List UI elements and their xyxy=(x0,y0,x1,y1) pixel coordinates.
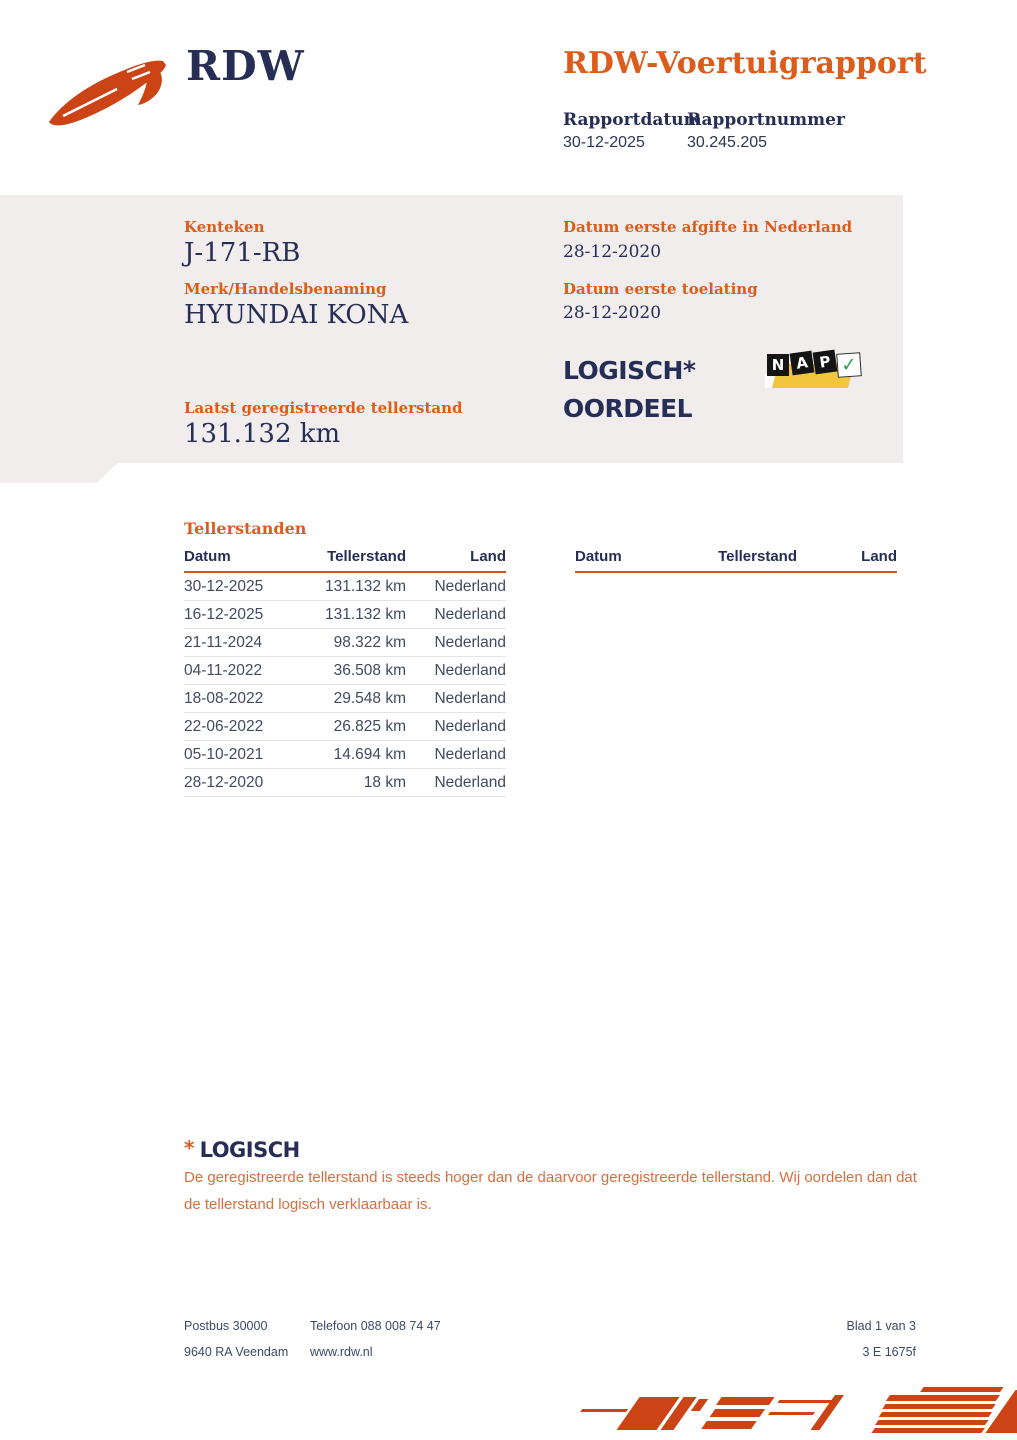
cell-land: Nederland xyxy=(434,661,506,679)
table-row xyxy=(184,741,506,769)
cell-tellerstand: 18 km xyxy=(363,773,406,791)
footer-phone: Telefoon 088 008 74 47 xyxy=(310,1319,441,1333)
cell-land: Nederland xyxy=(434,689,506,707)
nap-letter-a: A xyxy=(790,351,815,376)
rdw-logo-text: RDW xyxy=(186,42,305,90)
cell-land: Nederland xyxy=(434,633,506,651)
kenteken-label: Kenteken xyxy=(184,218,265,236)
cell-land: Nederland xyxy=(434,577,506,595)
cell-tellerstand: 98.322 km xyxy=(333,633,406,651)
toelating-value: 28-12-2020 xyxy=(563,303,662,323)
rdw-motif-graphic xyxy=(557,1385,1017,1440)
report-date-label: Rapportdatum xyxy=(563,110,702,130)
cell-tellerstand: 131.132 km xyxy=(325,577,406,595)
cell-datum: 05-10-2021 xyxy=(184,745,264,763)
cell-datum: 22-06-2022 xyxy=(184,717,264,735)
cell-datum: 28-12-2020 xyxy=(184,773,264,791)
table-row xyxy=(184,629,506,657)
cell-land: Nederland xyxy=(434,717,506,735)
kenteken-value: J-171-RB xyxy=(184,238,301,268)
nap-letter-p: P xyxy=(813,350,838,375)
cell-tellerstand: 36.508 km xyxy=(333,661,406,679)
page-title: RDW-Voertuigrapport xyxy=(563,46,927,81)
oordeel-line2: OORDEEL xyxy=(563,394,693,423)
note-asterisk: * xyxy=(184,1136,195,1160)
tellerstanden-table-left xyxy=(184,548,506,797)
cell-land: Nederland xyxy=(434,605,506,623)
cell-land: Nederland xyxy=(434,745,506,763)
merk-label: Merk/Handelsbenaming xyxy=(184,280,387,298)
oordeel-line1: LOGISCH* xyxy=(563,356,696,385)
afgifte-label: Datum eerste afgifte in Nederland xyxy=(563,218,853,236)
cell-tellerstand: 14.694 km xyxy=(333,745,406,763)
note-text: De geregistreerde tellerstand is steeds hoger dan de daarvoor geregistreerde tellerstand. Wij oordelen dan dat de tellerstand logisch verklaarbaar is. xyxy=(184,1169,917,1213)
toelating-label: Datum eerste toelating xyxy=(563,280,758,298)
afgifte-value: 28-12-2020 xyxy=(563,242,662,262)
col-header-tellerstand: Tellerstand xyxy=(327,548,406,565)
report-number-label: Rapportnummer xyxy=(687,110,845,130)
table-row xyxy=(184,573,506,601)
tellerstand-value: 131.132 km xyxy=(184,419,341,449)
table-row xyxy=(184,657,506,685)
tellerstanden-table-right xyxy=(575,548,897,573)
col-header-datum: Datum xyxy=(184,548,231,565)
cell-datum: 18-08-2022 xyxy=(184,689,264,707)
cell-datum: 04-11-2022 xyxy=(184,661,263,679)
table-row xyxy=(184,601,506,629)
cell-datum: 30-12-2025 xyxy=(184,577,264,595)
nap-checkmark-icon: ✓ xyxy=(836,352,862,378)
cell-datum: 16-12-2025 xyxy=(184,605,264,623)
merk-value: HYUNDAI KONA xyxy=(184,300,409,330)
table-row xyxy=(184,685,506,713)
table-row xyxy=(184,713,506,741)
footer-address-line2: 9640 RA Veendam xyxy=(184,1345,289,1359)
cell-datum: 21-11-2024 xyxy=(184,633,263,651)
col-header-tellerstand: Tellerstand xyxy=(718,548,797,565)
table-row xyxy=(184,769,506,797)
cell-tellerstand: 26.825 km xyxy=(333,717,406,735)
report-number-value: 30.245.205 xyxy=(687,134,768,151)
table-header-row xyxy=(575,548,897,573)
note-title-word: LOGISCH xyxy=(199,1138,300,1162)
col-header-land: Land xyxy=(470,548,506,565)
rdw-feather-logo-icon xyxy=(45,52,185,130)
note-title xyxy=(184,1136,300,1162)
report-date-value: 30-12-2025 xyxy=(563,134,645,151)
col-header-datum: Datum xyxy=(575,548,622,565)
footer-website-link[interactable]: www.rdw.nl xyxy=(310,1345,373,1359)
cell-tellerstand: 29.548 km xyxy=(333,689,406,707)
footer-address-line1: Postbus 30000 xyxy=(184,1319,268,1333)
nap-logo xyxy=(763,350,863,394)
tellerstand-label: Laatst geregistreerde tellerstand xyxy=(184,399,463,417)
cell-tellerstand: 131.132 km xyxy=(325,605,406,623)
panel-tail-shape xyxy=(0,463,118,483)
footer-doc-code: 3 E 1675f xyxy=(862,1345,916,1359)
col-header-land: Land xyxy=(861,548,897,565)
table-header-row xyxy=(184,548,506,573)
tellerstanden-section-title: Tellerstanden xyxy=(184,519,307,538)
nap-letter-n: N xyxy=(767,354,789,376)
cell-land: Nederland xyxy=(434,773,506,791)
oordeel-verdict xyxy=(563,352,695,428)
footer-page-number: Blad 1 van 3 xyxy=(846,1319,916,1333)
